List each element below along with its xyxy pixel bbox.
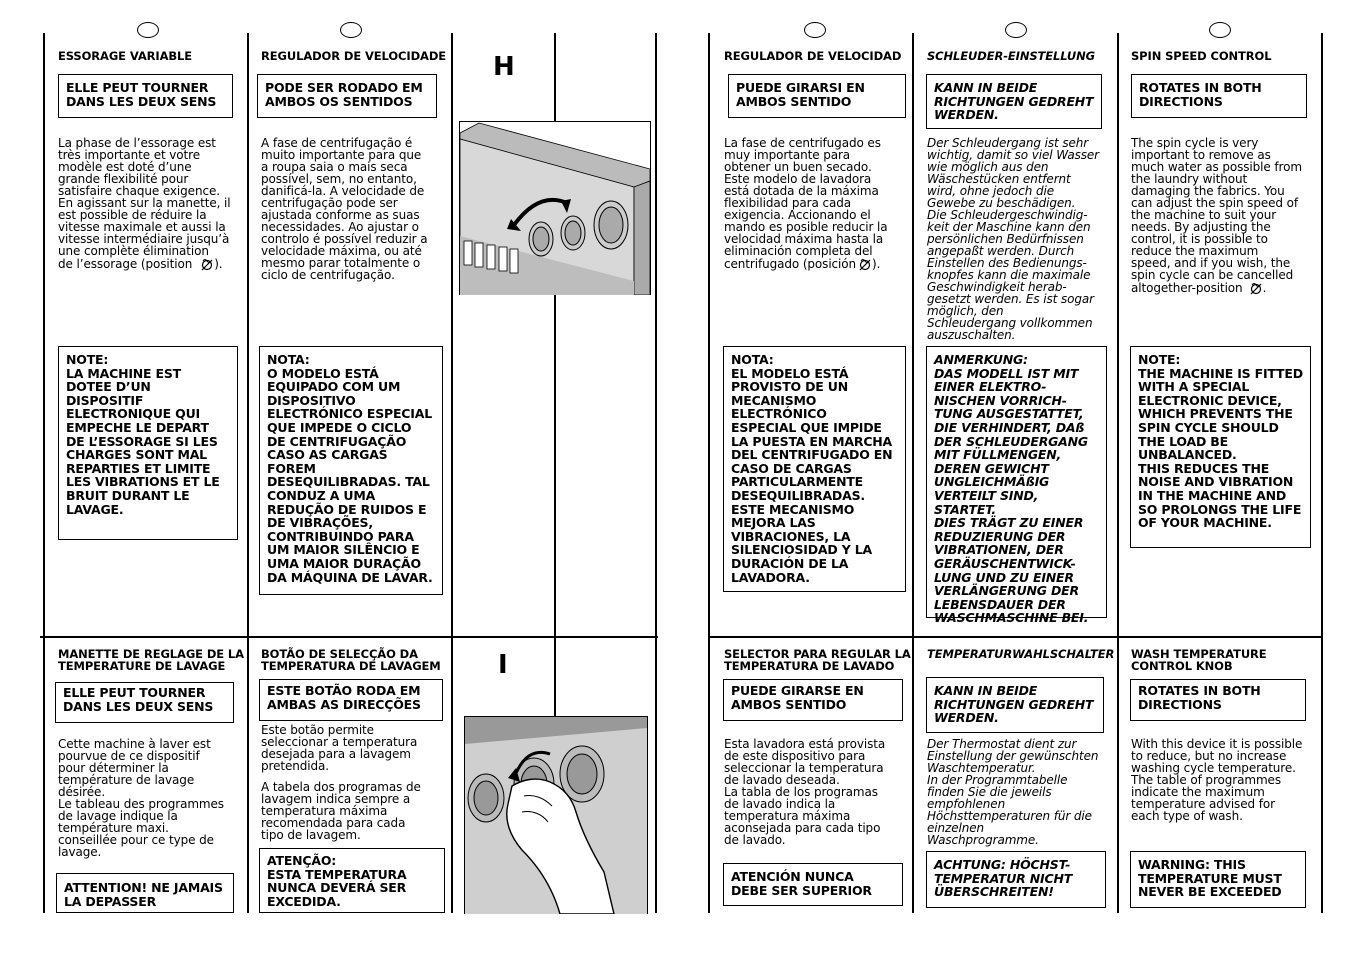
note-box: NOTA: O MODELO ESTÁ EQUIPADO COM UM DISPOSITIVO ELECTRÓNICO ESPECIAL QUE IMPEDE O CICLO DE CENTRIFUGAÇÃO CASO AS CARGAS FOREM DESEQUILIBRADAS. TAL CONDUZ A UMA REDUÇÃO DE RUIDOS E DE VIBRAÇÕES, CONTRIBUINDO PARA UM MAIOR SILÊNCIO E UMA MAIOR DURAÇÃO DA MÁQUINA DE LAVAR. <box>259 346 443 595</box>
section-heading: BOTÃO DE SELECÇÃO DA TEMPERATURA DE LAVAGEM <box>261 647 441 673</box>
rotation-note-box: ELLE PEUT TOURNER DANS LES DEUX SENS <box>58 74 233 118</box>
language-marker <box>804 22 826 38</box>
rotation-note-box: PUEDE GIRARSE EN AMBOS SENTIDO <box>723 679 903 721</box>
section-heading: SELECTOR PARA REGULAR LA TEMPERATURA DE LAVADO <box>724 647 911 673</box>
language-marker <box>137 22 159 38</box>
temperature-description: Cette machine à laver est pourvue de ce dispositif pour déterminer la température de lavage désirée. Le tableau des programmes de lavage indique la température maxi. conseillée pour ce type de lavage. <box>58 737 224 859</box>
section-heading: REGULADOR DE VELOCIDADE <box>261 49 447 63</box>
section-heading: TEMPERATURWAHLSCHALTER <box>927 647 1115 661</box>
note-box: NOTE: THE MACHINE IS FITTED WITH A SPECIAL ELECTRONIC DEVICE, WHICH PREVENTS THE SPIN CYCLE SHOULD THE LOAD BE UNBALANCED. THIS REDUCES THE NOISE AND VIBRATION IN THE MACHINE AND SO PROLONGS THE LIFE OF YOUR MACHINE. <box>1130 346 1311 548</box>
divider <box>655 33 657 913</box>
warning-box: ACHTUNG: HÖCHST- TEMPERATUR NICHT ÜBERSCHREITEN! <box>926 851 1106 908</box>
temperature-description: With this device it is possible to reduce, but no increase washing cycle temperature. The table of programmes indicate the maximum temperature advised for each type of wash. <box>1131 737 1303 823</box>
rotation-note-box: KANN IN BEIDE RICHTUNGEN GEDREHT WERDEN. <box>926 677 1104 733</box>
figure-label: H <box>493 52 515 82</box>
language-marker <box>340 22 362 38</box>
rotation-note-box: PODE SER RODADO EM AMBOS OS SENTIDOS <box>257 74 437 118</box>
temperature-knob-illustration <box>464 716 648 914</box>
rotation-note-box: ROTATES IN BOTH DIRECTIONS <box>1130 679 1306 721</box>
warning-box: ATTENTION! NE JAMAIS LA DEPASSER <box>56 873 234 913</box>
divider <box>43 33 45 913</box>
temperature-description: A tabela dos programas de lavagem indica sempre a temperatura máxima recomendada para cada tipo de lavagem. <box>261 780 421 842</box>
no-spin-icon <box>1249 281 1263 295</box>
temperature-description: Der Thermostat dient zur Einstellung der gewünschten Waschtemperatur. In der Programmtabelle finden Sie die jeweils empfohlenen Höchsttemperaturen für die einzelnen Waschprogramme. <box>927 737 1099 847</box>
language-marker <box>1209 22 1231 38</box>
rotation-note-box: ELLE PEUT TOURNER DANS LES DEUX SENS <box>55 682 234 723</box>
spin-knob-illustration <box>459 121 651 295</box>
section-divider <box>40 636 658 638</box>
section-divider <box>708 636 1323 638</box>
section-heading: REGULADOR DE VELOCIDAD <box>724 49 902 63</box>
note-box: NOTE: LA MACHINE EST DOTEE D’UN DISPOSITIF ELECTRONIQUE QUI EMPECHE LE DEPART DE L’ESSORAGE SI LES CHARGES SONT MAL REPARTIES ET LIMITE LES VIBRATIONS ET LE BRUIT DURANT LE LAVAGE. <box>58 346 238 540</box>
section-heading: SPIN SPEED CONTROL <box>1131 49 1272 63</box>
rotation-note-box: ROTATES IN BOTH DIRECTIONS <box>1131 74 1307 118</box>
divider <box>1117 33 1119 913</box>
section-heading: ESSORAGE VARIABLE <box>58 49 193 63</box>
note-box: ANMERKUNG: DAS MODELL IST MIT EINER ELEKTRO- NISCHEN VORRICH- TUNG AUSGESTATTET, DIE VERHINDERT, DAß DER SCHLEUDERGANG MIT FÜLLMENGEN, DEREN GEWICHT UNGLEICHMÄßIG VERTEILT SIND, STARTET. DIES TRÄGT ZU EINER REDUZIERUNG DER VIBRATIONEN, DER GERÄUSCHENTWICK- LUNG UND ZU EINER VERLÄNGERUNG DER LEBENSDAUER DER WASCHMASCHINE BEI. <box>926 346 1107 618</box>
rotation-note-box: KANN IN BEIDE RICHTUNGEN GEDREHT WERDEN. <box>926 74 1102 129</box>
divider <box>912 33 914 913</box>
spin-description: La fase de centrifugado es muy importante para obtener un buen secado. Este modelo de lavadora está dotada de la máxima flexibilidad para cada exigencia. Accionando el mando es posible reducir la velocidad máxima hasta la eliminación completa del centrifugado (posición ). <box>724 136 888 271</box>
temperature-description: Esta lavadora está provista de este dispositivo para seleccionar la temperatura de lavado deseada. La tabla de los programas de lavado indica la temperatura máxima aconsejada para cada tipo de lavado. <box>724 737 886 847</box>
divider <box>451 33 453 913</box>
section-heading: WASH TEMPERATURE CONTROL KNOB <box>1131 647 1267 673</box>
no-spin-icon <box>858 257 872 271</box>
divider <box>708 33 710 913</box>
spin-description: Der Schleudergang ist sehr wichtig, damit so viel Wasser wie möglich aus den Wäschestücken entfernt wird, ohne jedoch die Gewebe zu beschädigen. Die Schleudergeschwindig- keit der Maschine kann den persönlichen Bedürfnissen angepaßt werden. Durch Einstellen des Bedienungs- knopfes kann die maximale Geschwindigkeit herab- gesetzt werden. Es ist sogar möglich, den Schleudergang vollkommen auszuschalten. <box>927 136 1100 342</box>
rotation-note-box: PUEDE GIRARSI EN AMBOS SENTIDO <box>728 74 906 118</box>
figure-label: I <box>498 650 508 680</box>
no-spin-icon <box>200 257 214 271</box>
temperature-description: Este botão permite seleccionar a temperatura desejada para a lavagem pretendida. <box>261 723 418 773</box>
note-box: NOTA: EL MODELO ESTÁ PROVISTO DE UN MECANISMO ELECTRÓNICO ESPECIAL QUE IMPIDE LA PUESTA EN MARCHA DEL CENTRIFUGADO EN CASO DE CARGAS PARTICULARMENTE DESEQUILIBRADAS. ESTE MECANISMO MEJORA LAS VIBRACIONES, LA SILENCIOSIDAD Y LA DURACIÓN DE LA LAVADORA. <box>723 346 906 592</box>
divider <box>1321 33 1323 913</box>
warning-box: ATENÇÃO: ESTA TEMPERATURA NUNCA DEVERÁ SER EXCEDIDA. <box>259 848 445 913</box>
divider <box>247 33 249 913</box>
rotation-note-box: ESTE BOTÃO RODA EM AMBAS AS DIRECÇÕES <box>259 679 443 721</box>
spin-description: The spin cycle is very important to remove as much water as possible from the laundry without damaging the fabrics. You can adjust the spin speed of the machine to suit your needs. By adjusting the control, it is possible to reduce the maximum speed, and if you wish, the spin cycle can be cancelled altogether-position . <box>1131 136 1302 295</box>
spin-description: La phase de l’essorage est très importante et votre modèle est doté d’une grande flexibilité pour satisfaire chaque exigence. En agissant sur la manette, il est possible de réduire la vitesse maximale et aussi la vitesse intermédiaire jusqu’à une complète élimination de l’essorage (position ). <box>58 136 231 271</box>
warning-box: WARNING: THIS TEMPERATURE MUST NEVER BE EXCEEDED <box>1130 851 1306 908</box>
language-marker <box>1005 22 1027 38</box>
warning-box: ATENCIÓN NUNCA DEBE SER SUPERIOR <box>723 863 903 906</box>
section-heading: MANETTE DE REGLAGE DE LA TEMPERATURE DE LAVAGE <box>58 647 244 673</box>
spin-description: A fase de centrifugação é muito importante para que a roupa saia o mais seca possível, sem, no entanto, danificá-la. A velocidade de centrifugação pode ser ajustada conforme as suas necessidades. Ao ajustar o controlo é possível reduzir a velocidade máxima, ou até mesmo parar totalmente o ciclo de centrifugação. <box>261 136 428 282</box>
section-heading: SCHLEUDER-EINSTELLUNG <box>927 49 1095 63</box>
